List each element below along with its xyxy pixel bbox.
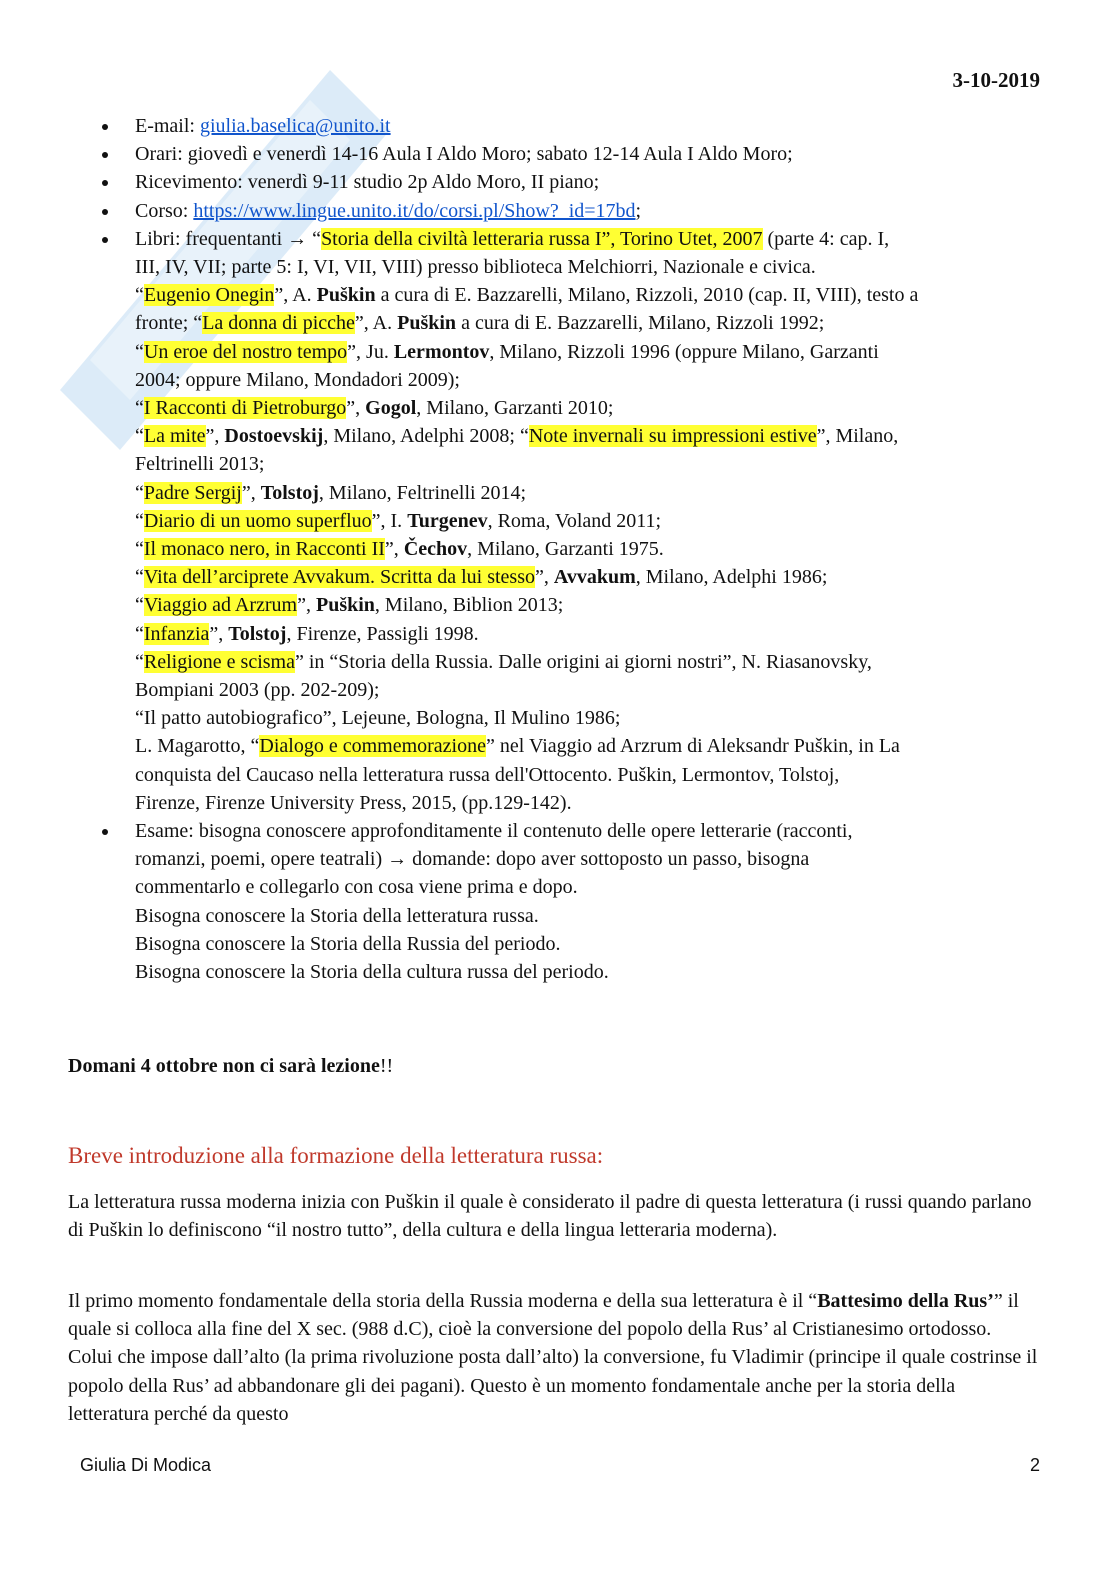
book-title: Dialogo e commemorazione [259,735,486,758]
book-line: Bompiani 2003 (pp. 202-209); [135,679,380,702]
book-line: “Infanzia”, Tolstoj, Firenze, Passigli 1998. [135,622,479,645]
book-title: Padre Sergij [143,481,242,504]
book-author: Čechov [403,538,468,561]
book-title: Religione e scisma [143,650,295,673]
paragraph-intro: La letteratura russa moderna inizia con Puškin il quale è considerato il padre di questa letteratura (i russi quando parlano di Puškin lo definiscono “il nostro tutto”, della cultura e della lingua letteraria moderna). [68,1191,1032,1242]
book-line: “Il patto autobiografico”, Lejeune, Bologna, Il Mulino 1986; [135,707,621,730]
book-title: Diario di un uomo superfluo [143,509,372,532]
book-line: “Diario di un uomo superfluo”, I. Turgenev, Roma, Voland 2011; [135,509,662,532]
book-author: Tolstoj [228,622,287,645]
page-number: 2 [1029,1455,1040,1475]
list-item-exam: Esame: bisogna conoscere approfonditamente il contenuto delle opere letterarie (racconti, romanzi, poemi, opere teatrali) → domande: dopo aver sottoposto un passo, bisogna commentarlo e collegarlo con cosa viene prima e dopo. Bisogna conoscere la Storia della letteratura russa. Bisogna conoscere la Storia della Russia del periodo. Bisogna conoscere la Storia della cultura russa del periodo. [100,817,1040,986]
book-line: conquista del Caucaso nella letteratura russa dell'Ottocento. Puškin, Lermontov, Tolstoj, [135,763,840,786]
document-date: 3-10-2019 [952,68,1040,92]
arrow-icon: → [287,227,308,250]
book-title: Il monaco nero, in Racconti II [143,538,385,561]
book-author: Puškin [315,594,375,617]
book-line: Firenze, Firenze University Press, 2015, (pp.129-142). [135,791,572,814]
book-line: “Religione e scisma” in “Storia della Russia. Dalle origini ai giorni nostri”, N. Riasanovsky, [135,650,872,673]
book-line: Feltrinelli 2013; [135,453,265,476]
book-line: “La mite”, Dostoevskij, Milano, Adelphi 2008; “Note invernali su impressioni estive”, Milano, [135,425,899,448]
notice-no-lesson: Domani 4 ottobre non ci sarà lezione!! [68,1055,394,1077]
book-line: Libri: frequentanti → “Storia della civiltà letteraria russa I”, Torino Utet, 2007 (parte 4: cap. I, [135,227,890,250]
book-author: Dostoevskij [224,425,324,448]
book-title: Eugenio Onegin [143,284,275,307]
footer-author: Giulia Di Modica [80,1455,212,1475]
book-author: Gogol [365,397,417,420]
list-item-orari: Orari: giovedì e venerdì 14-16 Aula I Aldo Moro; sabato 12-14 Aula I Aldo Moro; [100,140,1040,168]
book-line: III, IV, VII; parte 5: I, VI, VII, VIII) presso biblioteca Melchiorri, Nazionale e civica. [135,256,816,279]
info-list [100,112,1040,986]
book-title: Storia della civiltà letteraria russa I”, Torino Utet, 2007 [321,227,763,250]
section-heading: Breve introduzione alla formazione della letteratura russa: [68,1143,604,1168]
book-title: La donna di picche [202,312,355,335]
book-line: “Vita dell’arciprete Avvakum. Scritta da lui stesso”, Avvakum, Milano, Adelphi 1986; [135,566,828,589]
book-title: Vita dell’arciprete Avvakum. Scritta da lui stesso [143,566,535,589]
book-line: L. Magarotto, “Dialogo e commemorazione” nel Viaggio ad Arzrum di Aleksandr Puškin, in La [135,735,900,758]
book-line: “Eugenio Onegin”, A. Puškin a cura di E. Bazzarelli, Milano, Rizzoli, 2010 (cap. II, VIII), testo a [135,284,919,307]
arrow-icon: → [387,848,408,871]
book-title: Un eroe del nostro tempo [143,340,348,363]
book-title: Infanzia [143,622,210,645]
book-author: Puškin [316,284,376,307]
book-line: fronte; “La donna di picche”, A. Puškin a cura di E. Bazzarelli, Milano, Rizzoli 1992; [135,312,825,335]
book-author: Lermontov [393,340,490,363]
book-line: “Un eroe del nostro tempo”, Ju. Lermontov, Milano, Rizzoli 1996 (oppure Milano, Garzanti [135,340,879,363]
book-line: 2004; oppure Milano, Mondadori 2009); [135,368,460,391]
book-line: “I Racconti di Pietroburgo”, Gogol, Milano, Garzanti 2010; [135,397,614,420]
book-line: “Viaggio ad Arzrum”, Puškin, Milano, Biblion 2013; [135,594,564,617]
list-item-email: E-mail: giulia.baselica@unito.it [100,112,1040,140]
book-author: Avvakum [553,566,636,589]
list-item-ricevimento: Ricevimento: venerdì 9-11 studio 2p Aldo Moro, II piano; [100,168,1040,196]
email-link[interactable]: giulia.baselica@unito.it [199,115,391,137]
list-item-books [100,225,1040,817]
list-item-corso: Corso: https://www.lingue.unito.it/do/corsi.pl/Show?_id=17bd; [100,197,1040,225]
book-author: Puškin [397,312,457,335]
book-line: “Padre Sergij”, Tolstoj, Milano, Feltrinelli 2014; [135,481,527,504]
book-author: Tolstoj [260,481,319,504]
book-title: I Racconti di Pietroburgo [143,397,347,420]
book-title: Viaggio ad Arzrum [143,594,298,617]
book-author: Turgenev [407,509,488,532]
book-title: Note invernali su impressioni estive [528,425,817,448]
course-link[interactable]: https://www.lingue.unito.it/do/corsi.pl/Show?_id=17bd [193,199,636,222]
book-title: La mite [143,425,206,448]
paragraph-battesimo: Il primo momento fondamentale della storia della Russia moderna e della sua letteratura è il “Battesimo della Rus’” il quale si colloca alla fine del X sec. (988 d.C), cioè la conversione del popolo della Rus’ al Cristianesimo ortodosso. Colui che impose dall’alto (la prima rivoluzione posta dall’alto) la conversione, fu Vladimir (principe il quale costrinse il popolo della Rus’ ad abbandonare gli dei pagani). Questo è un momento fondamentale anche per la storia della letteratura perché da questo [68,1290,1038,1425]
book-line: “Il monaco nero, in Racconti II”, Čechov, Milano, Garzanti 1975. [135,538,664,561]
